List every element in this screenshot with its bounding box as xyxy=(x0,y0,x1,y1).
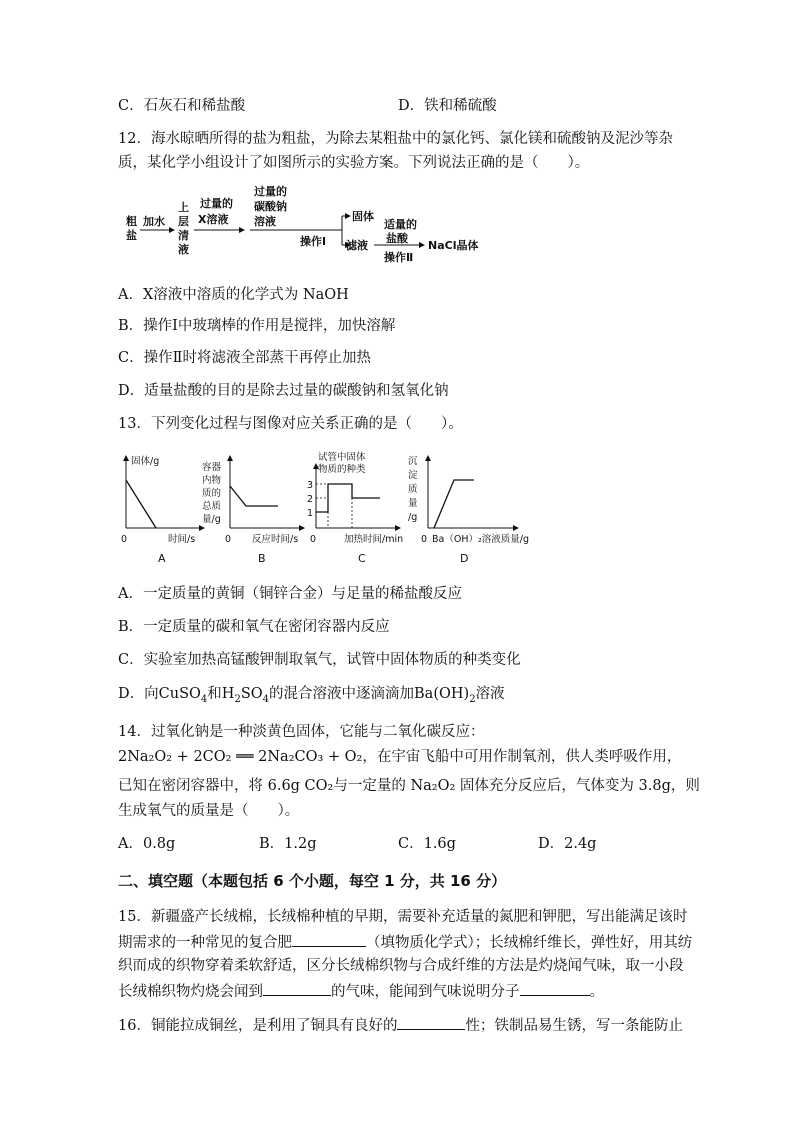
graph-c-tick-3: 3 xyxy=(307,480,314,491)
graph-b-ylabel-4: 总质 xyxy=(202,501,222,512)
q15-blank-3[interactable] xyxy=(520,981,590,996)
q15-line4-c: 。 xyxy=(589,984,604,1000)
graph-d-ylabel-5: /g xyxy=(408,512,418,523)
graph-c-origin: 0 xyxy=(310,534,317,545)
graph-a xyxy=(121,455,204,565)
graph-a-origin: 0 xyxy=(121,534,128,545)
graph-a-caption: A xyxy=(158,552,166,565)
graph-c-caption: C xyxy=(358,552,366,565)
q13-d-sub: 4 xyxy=(262,693,270,705)
q13-d-so: SO xyxy=(240,686,263,702)
q16-line1 xyxy=(118,1015,683,1036)
q13-d-sub: 2 xyxy=(469,693,476,705)
q15-line4-b: 的气味，能闻到气味说明分子 xyxy=(331,984,520,1000)
flow-product: NaCl晶体 xyxy=(428,239,479,252)
flow-mid-3: 清 xyxy=(178,229,189,242)
flow-step3-2: 碳酸钠 xyxy=(254,200,287,213)
flow-solid: 固体 xyxy=(352,210,374,223)
q15-line4-a: 长绒棉织物灼烧会闻到 xyxy=(118,984,263,1000)
q13-d-cuso4: CuSO xyxy=(158,686,201,702)
graph-d-ylabel-3: 质 xyxy=(408,484,418,495)
q13-d-and: 和 xyxy=(207,686,222,702)
graph-d-origin: 0 xyxy=(421,534,428,545)
graph-a-line xyxy=(126,480,156,528)
graph-c-tick-2: 2 xyxy=(307,494,314,505)
q13-d-ba: Ba xyxy=(414,686,434,702)
q12-stem-line1: 12．海水晾晒所得的盐为粗盐，为除去某粗盐中的氯化钙、氯化镁和硫酸钠及泥沙等杂 xyxy=(118,131,673,147)
graph-b-caption: B xyxy=(258,552,266,565)
q15-line3: 织而成的织物穿着柔软舒适，区分长绒棉织物与合成纤维的方法是灼烧闻气味，取一小段 xyxy=(118,958,684,974)
q14-option-a: A．0.8g xyxy=(118,836,176,852)
flow-start-2: 盐 xyxy=(126,229,137,242)
q13-d-h: H xyxy=(221,686,235,702)
q13-d-mid: 的混合溶液中逐滴滴加 xyxy=(269,686,415,702)
flow-op1: 操作Ⅰ xyxy=(300,235,327,248)
q14-equation: 2Na₂O₂ + 2CO₂ ══ 2Na₂CO₃ + O₂ xyxy=(118,749,363,765)
flow-mid-2: 层 xyxy=(178,215,189,228)
graph-d xyxy=(408,456,529,565)
graph-c-xlabel: 加热时间/min xyxy=(344,534,404,545)
flow-step2-1: 过量的 xyxy=(200,197,233,210)
q14-option-d: D．2.4g xyxy=(538,836,597,852)
q14-stem-line2 xyxy=(118,747,681,767)
flow-start-1: 粗 xyxy=(126,215,137,228)
q13-graphs xyxy=(118,450,538,575)
q15-line2-b: （填物质化学式）；长绒棉纤维长，弹性好，用其纺 xyxy=(366,935,693,951)
graph-d-caption: D xyxy=(460,552,469,565)
flow-step4-2: 盐酸 xyxy=(386,232,408,245)
graph-b-ylabel-3: 质的 xyxy=(202,488,222,499)
q15-line2-a: 期需求的一种常见的复合肥 xyxy=(118,935,292,951)
graph-c xyxy=(307,451,403,565)
graph-d-ylabel-2: 淀 xyxy=(408,470,418,481)
q16-line1-a: 16．铜能拉成铜丝，是利用了铜具有良好的 xyxy=(118,1018,398,1034)
q13-d-sub: 2 xyxy=(234,693,241,705)
flow-op2: 操作Ⅱ xyxy=(384,251,414,264)
q13-stem: 13．下列变化过程与图像对应关系正确的是（ ）。 xyxy=(118,416,463,432)
graph-d-ylabel-4: 量 xyxy=(408,498,418,509)
q12-flow-diagram xyxy=(118,183,498,273)
graph-c-ylabel-1: 试管中固体 xyxy=(318,452,366,463)
q13-d-oh: (OH) xyxy=(433,686,470,702)
graph-d-ylabel-1: 沉 xyxy=(408,456,418,467)
graph-d-xlabel: Ba（OH）₂溶液质量/g xyxy=(432,534,529,545)
q15-line1: 15．新疆盛产长绒棉，长绒棉种植的早期，需要补充适量的氮肥和钾肥，写出能满足该时 xyxy=(118,909,688,925)
graph-a-xlabel: 时间/s xyxy=(168,534,196,545)
flow-step1: 加水 xyxy=(143,215,165,228)
q15-blank-1[interactable] xyxy=(292,932,366,947)
flow-step3-3: 溶液 xyxy=(254,215,276,228)
q11-option-c: C．石灰石和稀盐酸 xyxy=(118,98,246,114)
flow-step4-1: 适量的 xyxy=(384,218,417,231)
graph-c-tick-1: 1 xyxy=(307,508,314,519)
flow-filtrate: 滤液 xyxy=(346,239,368,252)
flow-mid-1: 上 xyxy=(178,201,189,214)
q12-option-d: D．适量盐酸的目的是除去过量的碳酸钠和氢氧化钠 xyxy=(118,383,449,399)
q13-d-sub: 4 xyxy=(200,693,208,705)
q14-stem-line2-tail: ，在宇宙飞船中可用作制氧剂，供人类呼吸作用， xyxy=(362,749,682,765)
q15-blank-2[interactable] xyxy=(263,981,331,996)
graph-b xyxy=(202,456,304,565)
q12-option-c: C．操作Ⅱ时将滤液全部蒸干再停止加热 xyxy=(118,350,371,366)
q14-option-c: C．1.6g xyxy=(398,836,456,852)
graph-a-ylabel: 固体/g xyxy=(131,456,160,467)
q13-d-pre: D．向 xyxy=(118,686,159,702)
q13-option-c: C．实验室加热高锰酸钾制取氧气，试管中固体物质的种类变化 xyxy=(118,652,521,668)
q12-option-a: A．X溶液中溶质的化学式为 NaOH xyxy=(118,287,349,303)
graph-b-ylabel-1: 容器 xyxy=(202,462,222,473)
flow-mid-4: 液 xyxy=(178,243,189,256)
q15-line2 xyxy=(118,932,692,953)
graph-d-line xyxy=(434,480,474,528)
q13-option-a: A．一定质量的黄铜（铜锌合金）与足量的稀盐酸反应 xyxy=(118,586,462,602)
graph-b-line xyxy=(230,486,278,506)
q12-option-b: B．操作Ⅰ中玻璃棒的作用是搅拌，加快溶解 xyxy=(118,318,396,334)
graph-c-ylabel-2: 物质的种类 xyxy=(318,464,366,475)
graph-b-xlabel: 反应时间/s xyxy=(252,534,299,545)
q14-stem-line1: 14．过氧化钠是一种淡黄色固体，它能与二氧化碳反应： xyxy=(118,724,485,740)
graph-b-origin: 0 xyxy=(225,534,232,545)
q15-line4 xyxy=(118,981,604,1002)
q14-stem-line3: 已知在密闭容器中，将 6.6g CO₂与一定量的 Na₂O₂ 固体充分反应后，气体变为 3.8g，则 xyxy=(118,778,700,794)
graph-b-ylabel-5: 量/g xyxy=(202,514,221,525)
q16-blank-1[interactable] xyxy=(397,1015,465,1030)
q14-option-b: B．1.2g xyxy=(259,836,317,852)
section-title: 二、填空题（本题包括 6 个小题，每空 1 分，共 16 分） xyxy=(118,872,507,890)
graph-b-ylabel-2: 内物 xyxy=(202,475,222,486)
q12-stem-line2: 质，某化学小组设计了如图所示的实验方案。下列说法正确的是（ ）。 xyxy=(118,155,590,171)
flow-step3-1: 过量的 xyxy=(254,185,287,198)
flow-step2-2: X溶液 xyxy=(198,213,229,226)
q13-option-b: B．一定质量的碳和氧气在密闭容器内反应 xyxy=(118,619,390,635)
q11-option-d: D．铁和稀硫酸 xyxy=(398,98,497,114)
q13-d-end: 溶液 xyxy=(475,686,505,702)
q14-stem-line4: 生成氧气的质量是（ ）。 xyxy=(118,803,300,819)
q13-option-d xyxy=(118,684,505,710)
q16-line1-b: 性；铁制品易生锈，写一条能防止 xyxy=(465,1018,683,1034)
